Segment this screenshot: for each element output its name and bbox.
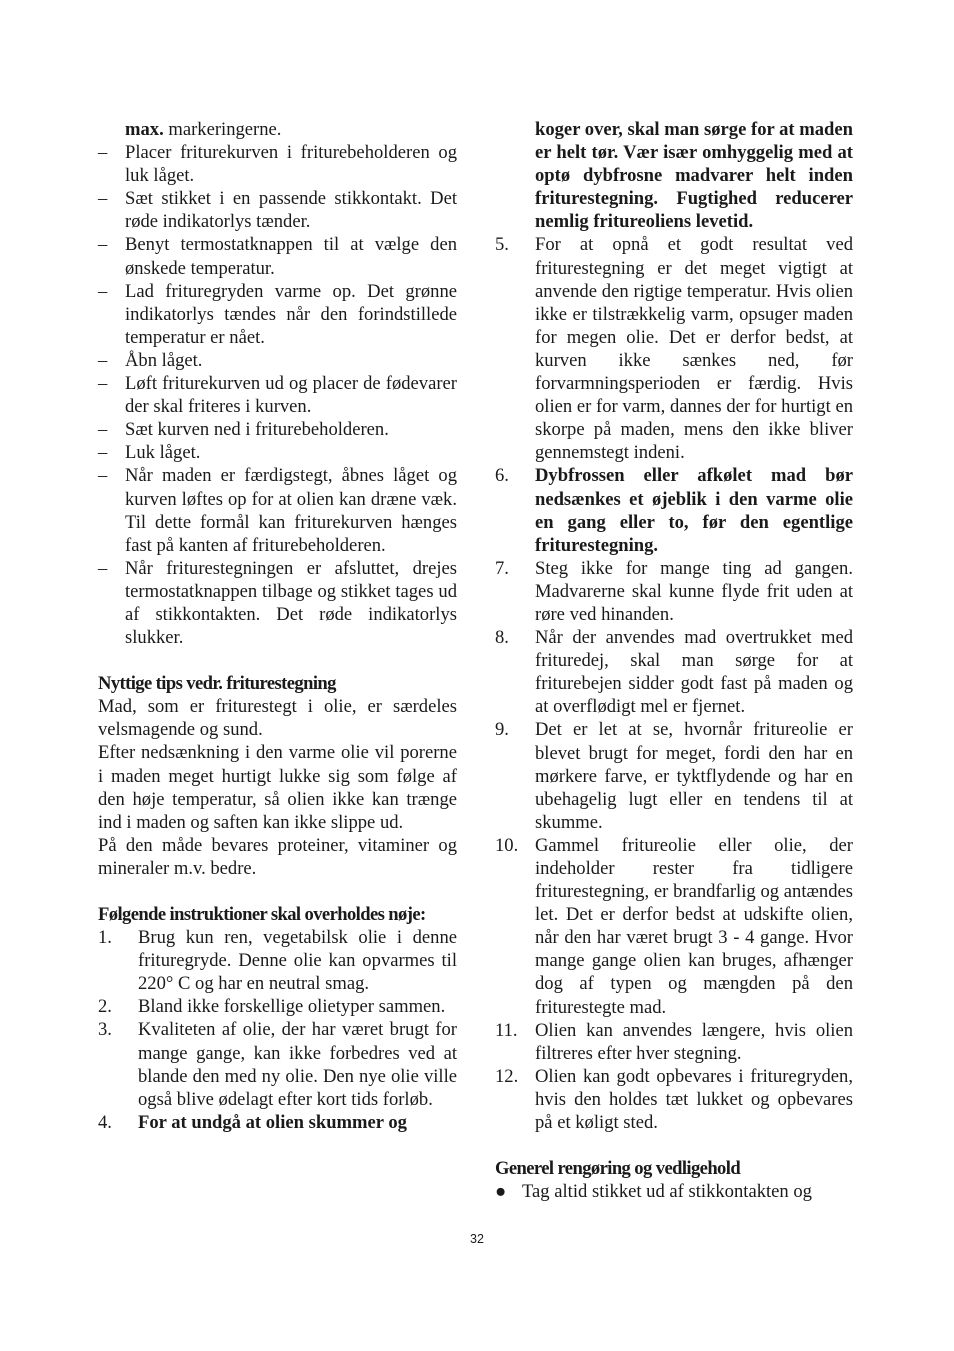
numbered-item [98,926,457,995]
dash-item [98,441,457,464]
dash-marker: – [98,188,108,210]
item-text: Olien kan godt opbevares i frituregryden, hvis den holdes tæt lukket og opbevares på et køligt sted. [535,1065,853,1134]
item-number: 8. [495,627,509,649]
numbered-item [98,1111,457,1134]
instructions-heading: Følgende instruktioner skal overholdes nøje: [98,904,426,925]
item-number: 4. [98,1111,112,1133]
continued-line [98,118,457,141]
item-text: For at opnå et godt resultat ved friturestegning er det meget vigtigt at anvende den rigtige temperatur. Hvis olien ikke er tilstrækkelig varm, opsuger maden for megen olie. Det er derfor bedst, at kurven ikke sænkes ned, før forvarmningsperioden er færdig. Hvis olien er for varm, dannes der for hurtigt en skorpe på maden, mens den ikke bliver gennemstegt indeni. [535,234,853,464]
numbered-item [495,718,853,833]
item-text: Bland ikke forskellige olietyper sammen. [138,996,446,1018]
dash-text: Placer friturekurven i friturebeholderen og luk låget. [125,142,457,187]
dash-text: Når friturestegningen er afsluttet, drejes termostatknappen tilbage og stikket tages ud af stikkontakten. Det røde indikatorlys slukker. [125,557,457,649]
numbered-item [495,1019,853,1065]
item-number: 12. [495,1065,519,1087]
item-number: 10. [495,834,519,856]
item-text: Det er let at se, hvornår fritureolie er blevet brugt for meget, fordi den har en mørkere farve, er tyktflydende og har en ubehagelig lugt eller en tendens til at skumme. [535,719,853,833]
page-number: 32 [470,1232,484,1246]
right-column [495,118,853,1203]
item-number: 6. [495,465,509,487]
dash-marker: – [98,349,108,371]
item-text: Gammel fritureolie eller olie, der indeholder rester fra tidligere friturestegning, er brandfarlig og antændes let. Det er derfor bedst at udskifte olien, når den har været brugt 3 - 4 gange. Hvor mange gange olien kan bruges, afhænger dog af typen og mængden på den friturestegte mad. [535,834,853,1018]
numbered-item [495,233,853,464]
dash-text: Benyt termostatknappen til at vælge den ønskede temperatur. [125,234,457,279]
dash-item [98,418,457,441]
item-number: 5. [495,234,509,256]
dash-marker: – [98,557,108,579]
item-number: 3. [98,1019,112,1041]
dash-item [98,349,457,372]
dash-marker: – [98,142,108,164]
item-number: 7. [495,557,509,579]
dash-item [98,372,457,418]
dash-item [98,464,457,556]
dash-item [98,141,457,187]
dash-marker: – [98,280,108,302]
item-number: 11. [495,1019,518,1041]
dash-text: Sæt kurven ned i friturebeholderen. [125,419,389,441]
item-number: 1. [98,927,112,949]
dash-marker: – [98,419,108,441]
item-text: Når der anvendes mad overtrukket med frituredej, skal man sørge for at friturebejen sidder godt fast på maden og at overflødigt mel er fjernet. [535,627,853,718]
bullet-item [495,1180,853,1203]
tips-paragraph: Efter nedsænkning i den varme olie vil porerne i maden meget hurtigt lukke sig som følge af den høje temperatur, så olien ikke kan trænge ind i maden og saften kan ikke slippe ud. [98,742,457,833]
continued-text: markeringerne. [163,119,282,140]
dash-marker: – [98,373,108,395]
item-text: For at undgå at olien skummer og [138,1111,407,1133]
numbered-item [495,464,853,556]
numbered-item [495,626,853,718]
item-4-continued: koger over, skal man sørge for at maden er helt tør. Vær især omhyggelig med at optø dybfrosne madvarer helt inden friturestegning. Fugtighed reducerer nemlig fritureoliens levetid. [535,119,853,233]
bullet-icon: ● [495,1181,507,1203]
numbered-item [98,1018,457,1110]
dash-text: Åbn låget. [125,349,203,371]
dash-text: Når maden er færdigstegt, åbnes låget og kurven løftes op for at olien kan dræne væk. Til dette formål kan friturekurven hænges fast på kanten af friturebeholderen. [125,465,457,556]
dash-text: Sæt stikket i en passende stikkontakt. Det røde indikatorlys tænder. [125,188,457,233]
dash-marker: – [98,442,108,464]
dash-text: Lad frituregryden varme op. Det grønne indikatorlys tændes når den forindstillede temperatur er nået. [125,280,457,348]
numbered-item [98,995,457,1018]
item-text: Olien kan anvendes længere, hvis olien filtreres efter hver stegning. [535,1019,853,1064]
care-heading: Generel rengøring og vedligehold [495,1158,741,1180]
dash-text: Luk låget. [125,442,201,464]
dash-item [98,280,457,349]
numbered-item [495,557,853,626]
dash-text: Løft friturekurven ud og placer de fødevarer der skal friteres i kurven. [125,373,457,418]
dash-marker: – [98,465,108,487]
tips-paragraph: På den måde bevares proteiner, vitaminer og mineraler m.v. bedre. [98,834,457,879]
item-text: Kvaliteten af olie, der har været brugt for mange gange, kan ikke forbedres ved at blande den med ny olie. Den nye olie ville også blive ødelagt efter kort tids forløb. [138,1019,457,1110]
dash-item [98,557,457,649]
item-number: 2. [98,996,112,1018]
item-text: Brug kun ren, vegetabilsk olie i denne frituregryde. Denne olie kan opvarmes til 220° C og har en neutral smag. [138,927,457,995]
item-text: Dybfrossen eller afkølet mad bør nedsænkes et øjeblik i den varme olie en gang eller to, før den egentlige friturestegning. [535,465,853,556]
tips-paragraph: Mad, som er friturestegt i olie, er særdeles velsmagende og sund. [98,696,457,741]
item-number: 9. [495,719,509,741]
numbered-item [495,834,853,1019]
numbered-item [495,1065,853,1134]
dash-item [98,233,457,279]
dash-item [98,187,457,233]
continued-bold: max. [125,119,164,140]
item-text: Steg ikke for mange ting ad gangen. Madvarerne skal kunne flyde frit uden at røre ved hinanden. [535,557,853,625]
left-column [98,118,457,1134]
dash-marker: – [98,234,108,256]
bullet-text: Tag altid stikket ud af stikkontakten og [522,1181,812,1203]
tips-heading: Nyttige tips vedr. friturestegning [98,673,336,695]
